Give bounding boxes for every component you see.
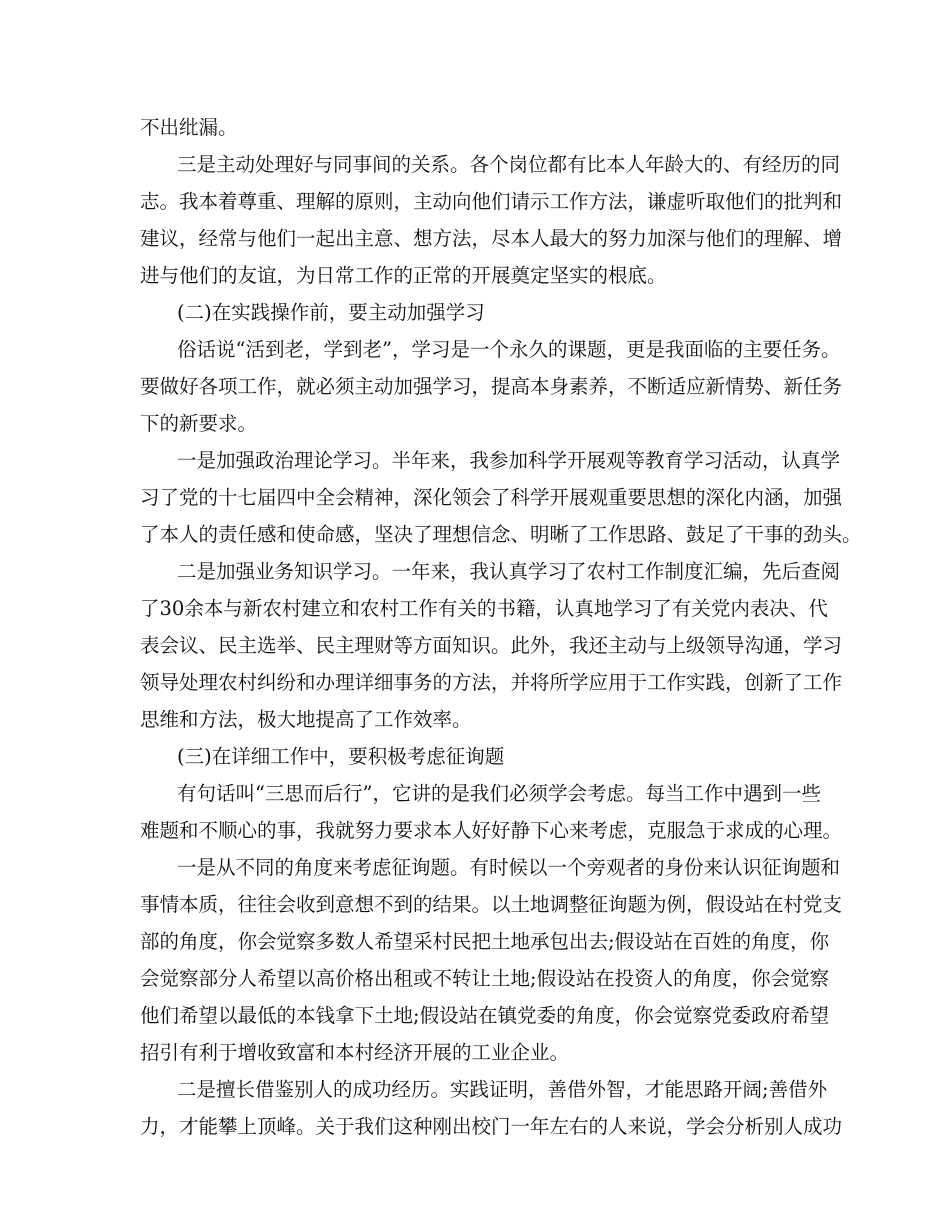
- text-line: 了本人的责任感和使命感，坚决了理想信念、明晰了工作思路、鼓足了干事的劲头。: [140, 523, 862, 546]
- paragraph-first-line: 一是加强政治理论学习。半年来，我参加科学开展观等教育学习活动，认真学: [177, 449, 841, 472]
- text-line: 力，才能攀上顶峰。关于我们这种刚出校门一年左右的人来说，学会分析别人成功: [140, 1115, 843, 1138]
- text-line: 建议，经常与他们一起出主意、想方法，尽本人最大的努力加深与他们的理解、增: [140, 227, 843, 250]
- section-heading: (二)在实践操作前，要主动加强学习: [177, 301, 485, 324]
- text-line: 表会议、民主选举、民主理财等方面知识。此外，我还主动与上级领导沟通，学习: [140, 634, 843, 657]
- text-line: 下的新要求。: [140, 412, 258, 435]
- text-line: 事情本质，往往会收到意想不到的结果。以土地调整征询题为例，假设站在村党支: [140, 893, 843, 916]
- paragraph-first-line: 二是加强业务知识学习。一年来，我认真学习了农村工作制度汇编，先后查阅: [177, 560, 841, 583]
- paragraph-first-line: 三是主动处理好与同事间的关系。各个岗位都有比本人年龄大的、有经历的同: [177, 153, 841, 176]
- paragraph-first-line: 二是擅长借鉴别人的成功经历。实践证明，善借外智，才能思路开阔;善借外: [177, 1078, 828, 1101]
- text-line: 进与他们的友谊，为日常工作的正常的开展奠定坚实的根底。: [140, 264, 667, 287]
- text-line: 了30余本与新农村建立和农村工作有关的书籍，认真地学习了有关党内表决、代: [140, 597, 828, 620]
- paragraph-first-line: 一是从不同的角度来考虑征询题。有时候以一个旁观者的身份来认识征询题和: [177, 856, 841, 879]
- text-line: 思维和方法，极大地提高了工作效率。: [140, 708, 472, 731]
- text-line: 领导处理农村纠纷和办理详细事务的方法，并将所学应用于工作实践，创新了工作: [140, 671, 843, 694]
- text-line: 会觉察部分人希望以高价格出租或不转让土地;假设站在投资人的角度，你会觉察: [140, 967, 830, 990]
- paragraph-first-line: 俗话说“活到老，学到老”，学习是一个永久的课题，更是我面临的主要任务。: [177, 338, 841, 361]
- text-line: 招引有利于增收致富和本村经济开展的工业企业。: [140, 1041, 570, 1064]
- text-line: 习了党的十七届四中全会精神，深化领会了科学开展观重要思想的深化内涵，加强: [140, 486, 843, 509]
- text-line: 他们希望以最低的本钱拿下土地;假设站在镇党委的角度，你会觉察党委政府希望: [140, 1004, 830, 1027]
- section-heading: (三)在详细工作中，要积极考虑征询题: [177, 745, 505, 768]
- text-line: 难题和不顺心的事，我就努力要求本人好好静下心来考虑，克服急于求成的心理。: [140, 819, 843, 842]
- paragraph-first-line: 有句话叫“三思而后行”，它讲的是我们必须学会考虑。每当工作中遇到一些: [177, 782, 821, 805]
- text-line: 志。我本着尊重、理解的原则，主动向他们请示工作方法，谦虚听取他们的批判和: [140, 190, 843, 213]
- text-line: 部的角度，你会觉察多数人希望采村民把土地承包出去;假设站在百姓的角度，你: [140, 930, 830, 953]
- text-line: 不出纰漏。: [140, 116, 238, 139]
- text-line: 要做好各项工作，就必须主动加强学习，提高本身素养，不断适应新情势、新任务: [140, 375, 843, 398]
